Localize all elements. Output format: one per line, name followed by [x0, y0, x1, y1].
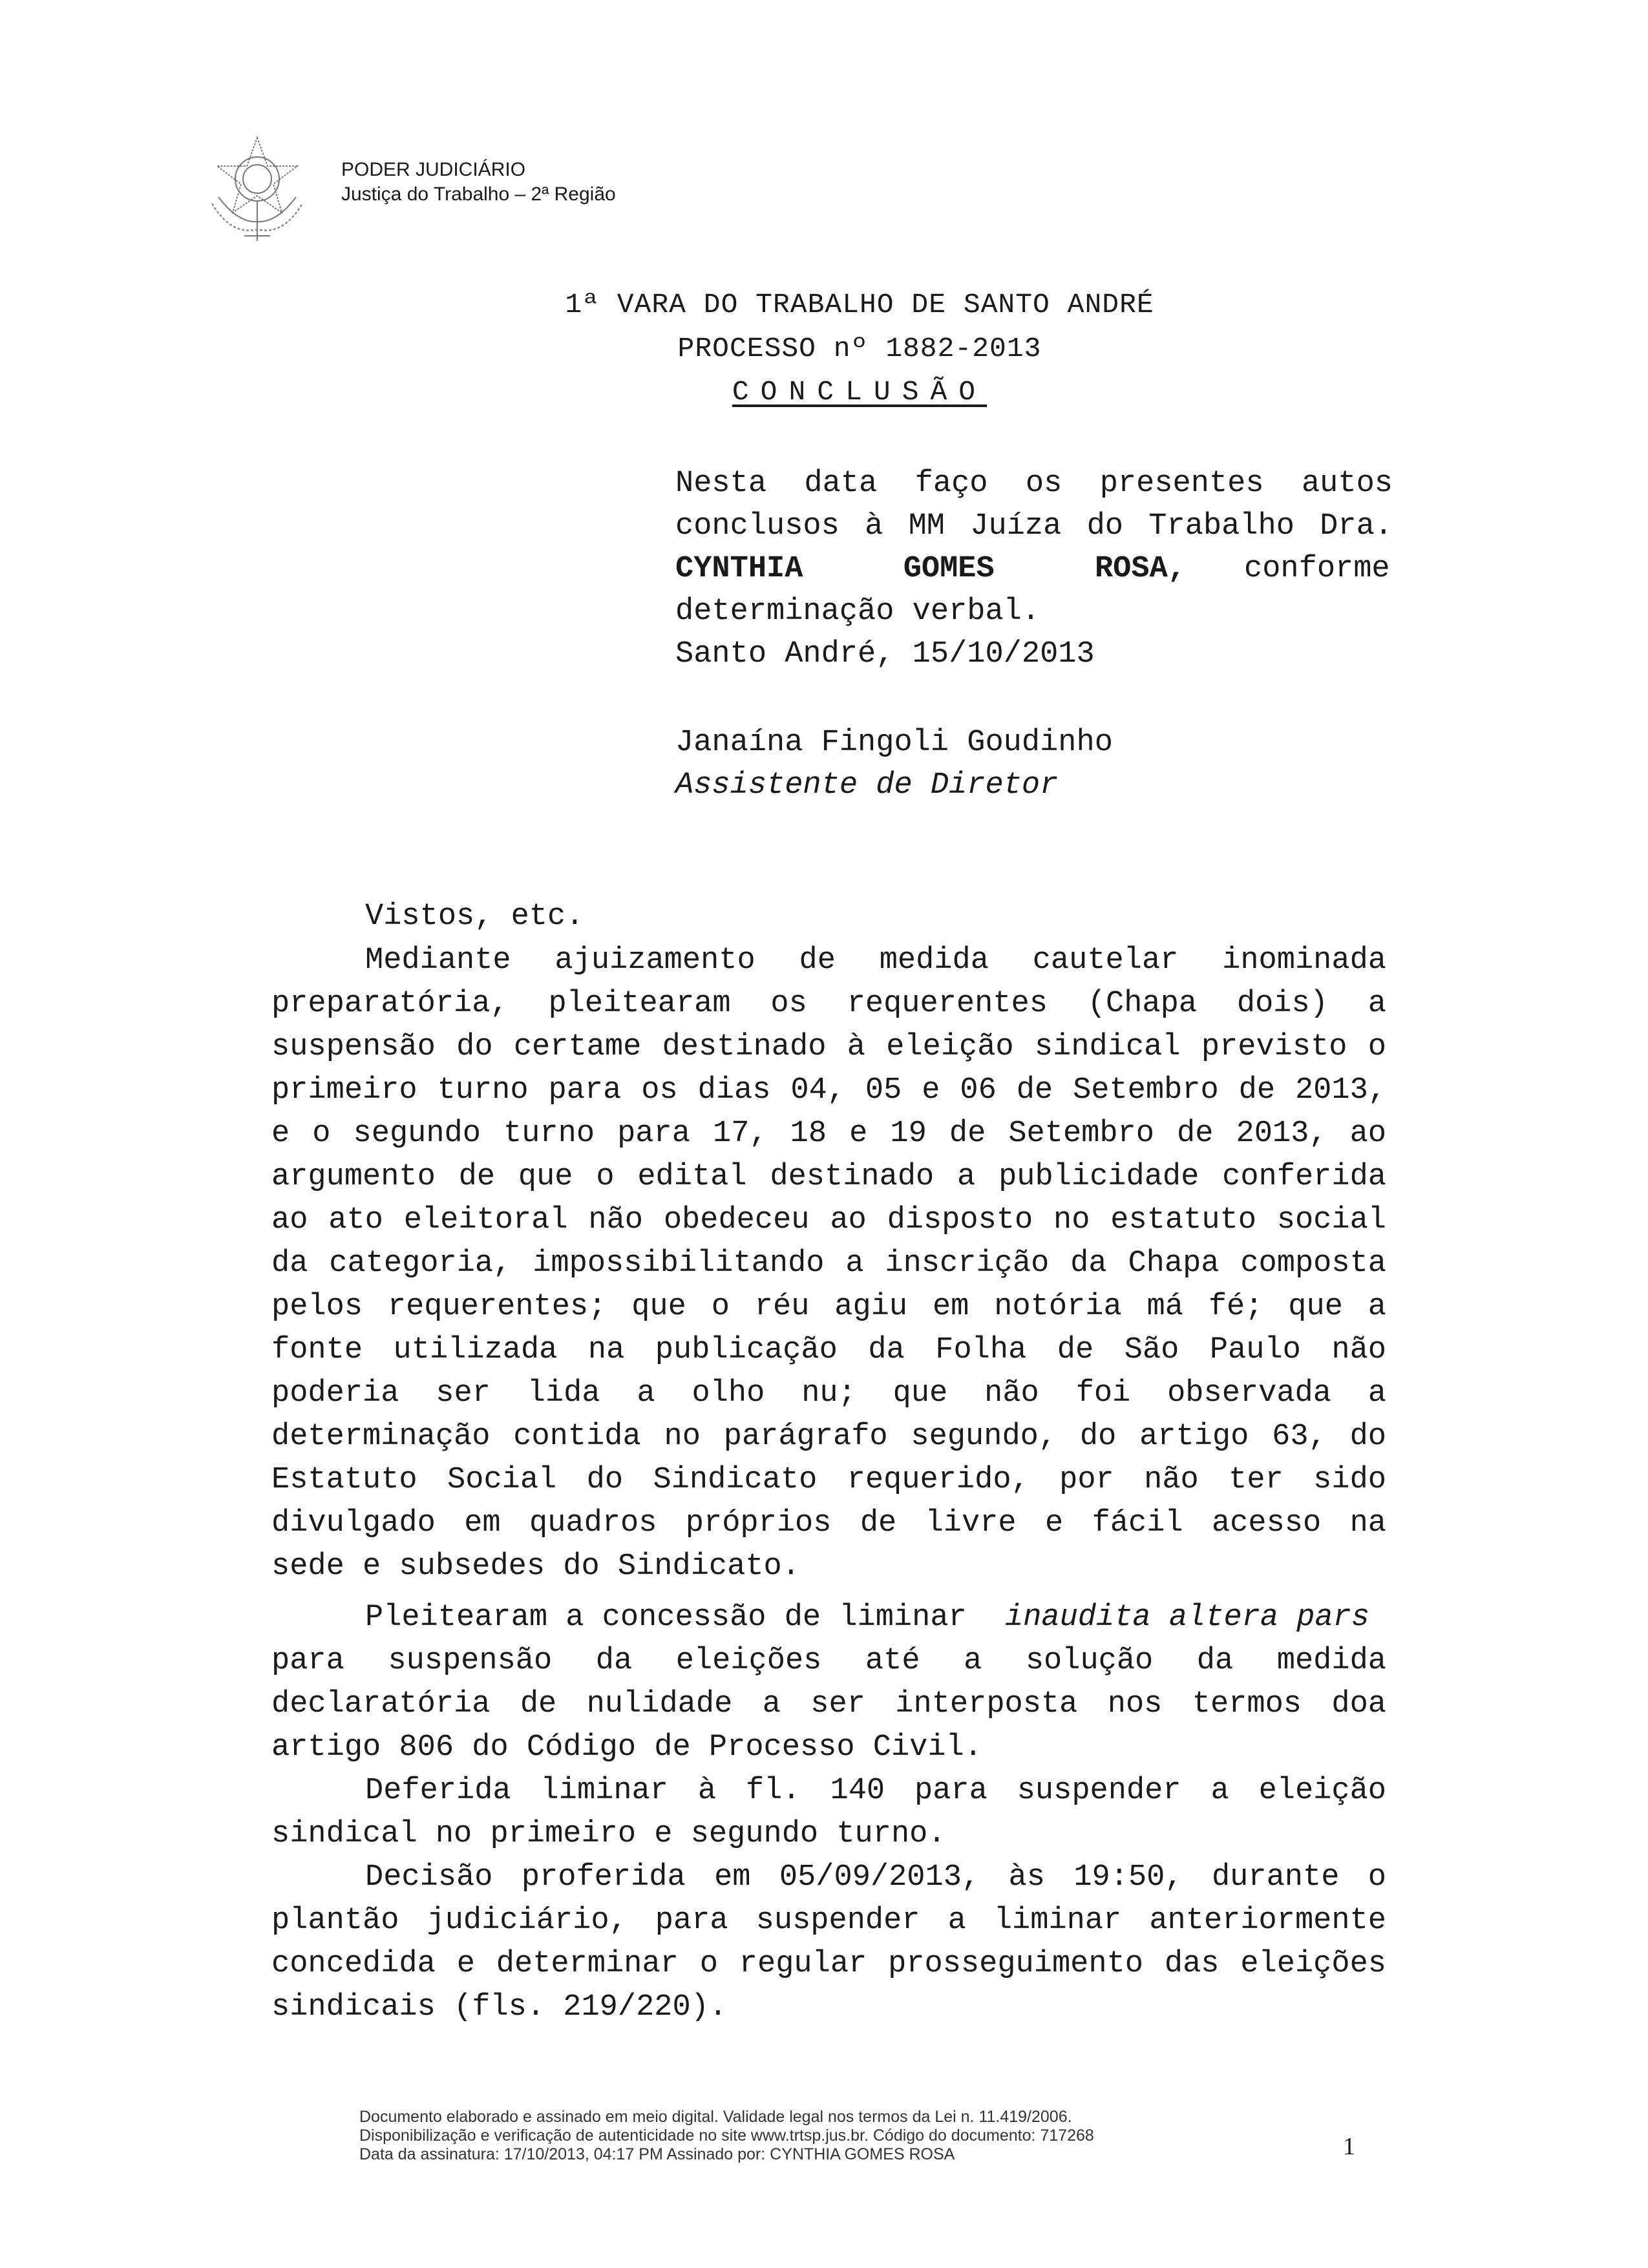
p1-line: determinação contida no parágrafo segundo, do artigo 63, do — [271, 1420, 1386, 1454]
p1-line: Mediante ajuizamento de medida cautelar inominada — [365, 943, 1386, 978]
p4-line: concedida e determinar o regular prosseguimento das eleições — [271, 1947, 1386, 1981]
p2-line: artigo 806 do Código de Processo Civil. — [271, 1730, 982, 1765]
process-number: PROCESSO nº 1882-2013 — [677, 333, 1042, 364]
termo-conforme: conforme — [1244, 552, 1390, 586]
footer-line-2: Disponibilização e verificação de autenticidade no site www.trtsp.jus.br. Código do documento: 717268 — [359, 2126, 1094, 2145]
coat-of-arms-seal — [206, 132, 309, 246]
signer-name: Janaína Fingoli Goudinho — [675, 726, 1113, 760]
termo-line-4: determinação verbal. — [675, 594, 1041, 629]
p1-line: argumento de que o edital destinado a publicidade conferida — [271, 1160, 1386, 1194]
p4-line: plantão judiciário, para suspender a liminar anteriormente — [271, 1904, 1386, 1938]
termo-line-2: conclusos à MM Juíza do Trabalho Dra. — [675, 509, 1393, 543]
footer-line-3: Data da assinatura: 17/10/2013, 04:17 PM Assinado por: CYNTHIA GOMES ROSA — [359, 2145, 955, 2163]
p1-line: e o segundo turno para 17, 18 e 19 de Setembro de 2013, ao — [271, 1117, 1386, 1151]
p2-line: para suspensão da eleições até a solução da medida — [271, 1644, 1386, 1678]
p4-line: Decisão proferida em 05/09/2013, às 19:50, durante o — [365, 1860, 1386, 1895]
p3-line: sindical no primeiro e segundo turno. — [271, 1817, 946, 1851]
signer-role: Assistente de Diretor — [675, 768, 1059, 803]
p1-line: suspensão do certame destinado à eleição sindical previsto o — [271, 1030, 1386, 1064]
p4-line: sindicais (fls. 219/220). — [271, 1990, 728, 2024]
p1-line: poderia ser lida a olho nu; que não foi observada a — [271, 1376, 1386, 1411]
termo-line-1: Nesta data faço os presentes autos — [675, 467, 1393, 501]
header-line-1: PODER JUDICIÁRIO — [341, 159, 526, 180]
p1-line: fonte utilizada na publicação da Folha de São Paulo não — [271, 1333, 1386, 1367]
p2-line: declaratória de nulidade a ser interposta nos termos doa — [271, 1687, 1386, 1721]
footer-line-1: Documento elaborado e assinado em meio digital. Validade legal nos termos da Lei n. 11.419/2006. — [359, 2108, 1072, 2126]
p1-line: preparatória, pleitearam os requerentes (Chapa dois) a — [271, 987, 1386, 1021]
p1-line: sede e subsedes do Sindicato. — [271, 1549, 800, 1584]
judge-name: CYNTHIA GOMES ROSA, — [675, 552, 1186, 586]
p1-line: ao ato eleitoral não obedeceu ao disposto no estatuto social — [271, 1203, 1386, 1237]
termo-date: Santo André, 15/10/2013 — [675, 637, 1095, 671]
page-number: 1 — [1343, 2133, 1355, 2160]
p2-italic-term: inaudita altera pars — [1005, 1601, 1370, 1635]
greeting: Vistos, etc. — [365, 899, 584, 934]
p1-line: primeiro turno para os dias 04, 05 e 06 de Setembro de 2013, — [271, 1073, 1386, 1108]
court-name: 1ª VARA DO TRABALHO DE SANTO ANDRÉ — [565, 289, 1154, 320]
header-line-2: Justiça do Trabalho – 2ª Região — [341, 184, 616, 205]
p3-line: Deferida liminar à fl. 140 para suspender a eleição — [365, 1774, 1386, 1808]
p1-line: Estatuto Social do Sindicato requerido, por não ter sido — [271, 1463, 1386, 1497]
p1-line: pelos requerentes; que o réu agiu em notória má fé; que a — [271, 1290, 1386, 1324]
p2-start: Pleitearam a concessão de liminar — [365, 1601, 967, 1635]
p1-line: da categoria, impossibilitando a inscrição da Chapa composta — [271, 1246, 1386, 1281]
conclusion-title: CONCLUSÃO — [732, 376, 988, 408]
p1-line: divulgado em quadros próprios de livre e fácil acesso na — [271, 1506, 1386, 1540]
